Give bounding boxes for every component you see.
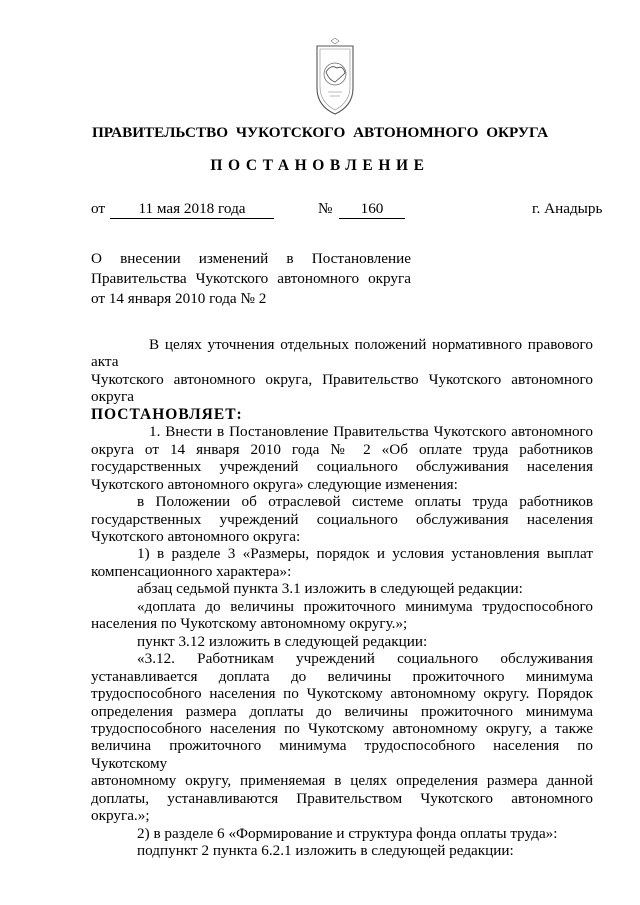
coat-of-arms-emblem — [313, 38, 357, 118]
preamble-line: округа — [91, 388, 134, 406]
government-title: ПРАВИТЕЛЬСТВО ЧУКОТСКОГО АВТОНОМНОГО ОКРУГА — [91, 124, 549, 141]
body-line: 1. Внести в Постановление Правительства Чукотского автономного — [149, 423, 593, 441]
body-line: государственных учреждений социального обслуживания населения — [91, 458, 593, 476]
body-line: 2) в разделе 6 «Формирование и структура фонда оплаты труда»: — [137, 824, 558, 842]
document-number: 160 — [339, 200, 405, 219]
document-city: г. Анадырь — [532, 200, 603, 217]
body-line: пункт 3.12 изложить в следующей редакции: — [137, 632, 428, 650]
document-type-title: ПОСТАНОВЛЕНИЕ — [210, 157, 430, 174]
body-line: в Положении об отраслевой системе оплаты труда работников — [137, 493, 593, 511]
body-line: устанавливается доплата до величины прожиточного минимума — [91, 667, 593, 685]
body-line: 1) в разделе 3 «Размеры, порядок и условия установления выплат — [137, 545, 593, 563]
subject-line: О внесении изменений в Постановление — [91, 250, 411, 267]
resolves-heading: ПОСТАНОВЛЯЕТ: — [91, 405, 243, 423]
body-line: абзац седьмой пункта 3.1 изложить в следующей редакции: — [137, 580, 523, 598]
body-line: Чукотского автономного округа: — [91, 527, 301, 545]
preamble-line: В целях уточнения отдельных положений нормативного правового акта — [91, 336, 593, 371]
body-line: подпункт 2 пункта 6.2.1 изложить в следующей редакции: — [137, 842, 514, 860]
document-body — [91, 336, 593, 860]
body-line: величина прожиточного минимума трудоспособного населения по Чукотскому — [91, 737, 593, 772]
body-line: государственных учреждений социального обслуживания населения — [91, 510, 593, 528]
body-line: округа от 14 января 2010 года № 2 «Об оплате труда работников — [91, 440, 593, 458]
body-line: трудоспособного населения по Чукотскому автономному округу. Порядок — [91, 685, 593, 703]
body-line: определения размера доплаты до величины прожиточного минимума — [91, 702, 593, 720]
date-from-label: от — [91, 200, 106, 217]
number-label: № — [318, 200, 333, 217]
body-line: трудоспособного населения по Чукотскому автономному округу, а также — [91, 719, 593, 737]
body-line: автономному округу, применяемая в целях определения размера данной — [91, 772, 593, 790]
body-line: компенсационного характера»: — [91, 562, 292, 580]
subject-line: Правительства Чукотского автономного округа — [91, 270, 411, 287]
body-line: «3.12. Работникам учреждений социального обслуживания — [137, 650, 593, 668]
body-line: населения по Чукотскому автономному округу.»; — [91, 615, 408, 633]
body-line: Чукотского автономного округа» следующие изменения: — [91, 475, 458, 493]
body-line: «доплата до величины прожиточного минимума трудоспособного — [137, 597, 593, 615]
body-line: доплаты, устанавливаются Правительством Чукотского автономного округа.»; — [91, 789, 593, 825]
preamble-line: Чукотского автономного округа, Правительство Чукотского автономного — [91, 370, 593, 388]
document-date: 11 мая 2018 года — [110, 200, 274, 219]
subject-line: от 14 января 2010 года № 2 — [91, 290, 267, 307]
document-subject — [91, 249, 411, 309]
